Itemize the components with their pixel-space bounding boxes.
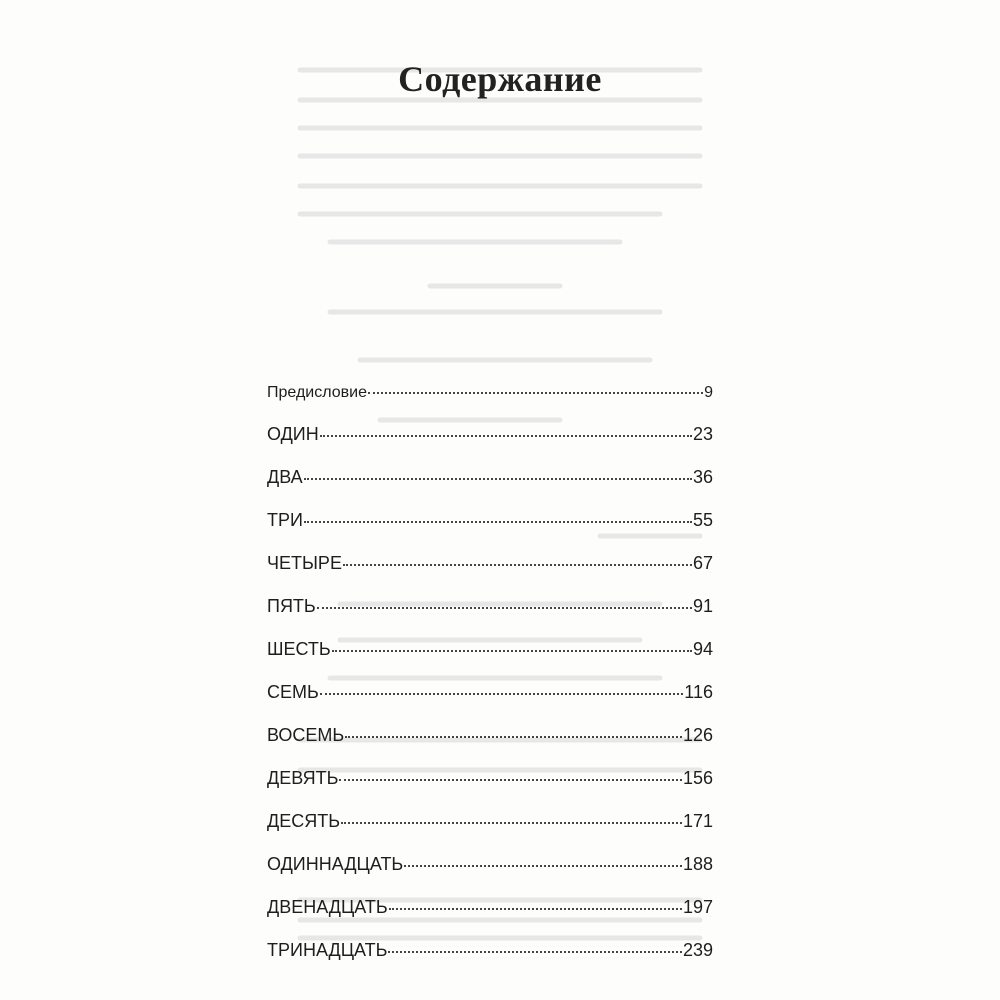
toc-leader-dots bbox=[345, 736, 682, 738]
toc-leader-dots bbox=[341, 822, 682, 824]
toc-entry-label: ВОСЕМЬ bbox=[267, 725, 345, 745]
toc-entry-label: ШЕСТЬ bbox=[267, 639, 331, 659]
toc-entry-label: ОДИННАДЦАТЬ bbox=[267, 854, 404, 874]
toc-leader-dots bbox=[368, 392, 703, 394]
toc-leader-dots bbox=[304, 521, 692, 523]
toc-entry bbox=[267, 384, 713, 424]
toc-entry-label: ДВЕНАДЦАТЬ bbox=[267, 897, 388, 917]
toc-entry bbox=[267, 940, 713, 983]
toc-entry-label: ОДИН bbox=[267, 424, 319, 444]
toc-entry-label: ДВА bbox=[267, 467, 303, 487]
toc-leader-dots bbox=[389, 908, 682, 910]
toc-entry bbox=[267, 553, 713, 596]
toc-entry bbox=[267, 725, 713, 768]
toc-entry-page: 239 bbox=[682, 940, 713, 960]
page-title: Содержание bbox=[398, 59, 602, 99]
toc-entry bbox=[267, 682, 713, 725]
toc-entry bbox=[267, 768, 713, 811]
toc-entry-label: ТРИНАДЦАТЬ bbox=[267, 940, 388, 960]
toc-leader-dots bbox=[404, 865, 682, 867]
toc-entry-label: Предисловие bbox=[267, 384, 367, 401]
toc-entry-label: ТРИ bbox=[267, 510, 303, 530]
toc-entry-page: 55 bbox=[692, 510, 713, 530]
toc-leader-dots bbox=[320, 435, 692, 437]
toc-entry-label: ПЯТЬ bbox=[267, 596, 316, 616]
toc-entry bbox=[267, 596, 713, 639]
toc-leader-dots bbox=[339, 779, 682, 781]
toc-entry-page: 36 bbox=[692, 467, 713, 487]
table-of-contents bbox=[267, 384, 713, 983]
toc-leader-dots bbox=[320, 693, 683, 695]
toc-entry bbox=[267, 854, 713, 897]
toc-leader-dots bbox=[388, 951, 681, 953]
toc-entry-page: 116 bbox=[684, 682, 713, 702]
toc-entry bbox=[267, 811, 713, 854]
toc-entry-page: 9 bbox=[704, 384, 713, 401]
toc-entry-page: 171 bbox=[682, 811, 713, 831]
toc-entry-label: ДЕСЯТЬ bbox=[267, 811, 341, 831]
toc-entry bbox=[267, 897, 713, 940]
toc-leader-dots bbox=[317, 607, 692, 609]
toc-leader-dots bbox=[343, 564, 692, 566]
toc-entry-page: 126 bbox=[682, 725, 713, 745]
toc-entry bbox=[267, 510, 713, 553]
toc-leader-dots bbox=[332, 650, 692, 652]
toc-entry-label: ЧЕТЫРЕ bbox=[267, 553, 342, 573]
toc-entry-page: 156 bbox=[682, 768, 713, 788]
toc-entry bbox=[267, 467, 713, 510]
toc-entry bbox=[267, 424, 713, 467]
toc-entry-page: 91 bbox=[692, 596, 713, 616]
toc-entry-page: 67 bbox=[692, 553, 713, 573]
toc-entry-label: СЕМЬ bbox=[267, 682, 319, 702]
toc-entry-label: ДЕВЯТЬ bbox=[267, 768, 339, 788]
toc-entry-page: 197 bbox=[682, 897, 713, 917]
toc-entry bbox=[267, 639, 713, 682]
toc-entry-page: 188 bbox=[682, 854, 713, 874]
toc-entry-page: 23 bbox=[692, 424, 713, 444]
toc-entry-page: 94 bbox=[692, 639, 713, 659]
toc-leader-dots bbox=[304, 478, 692, 480]
